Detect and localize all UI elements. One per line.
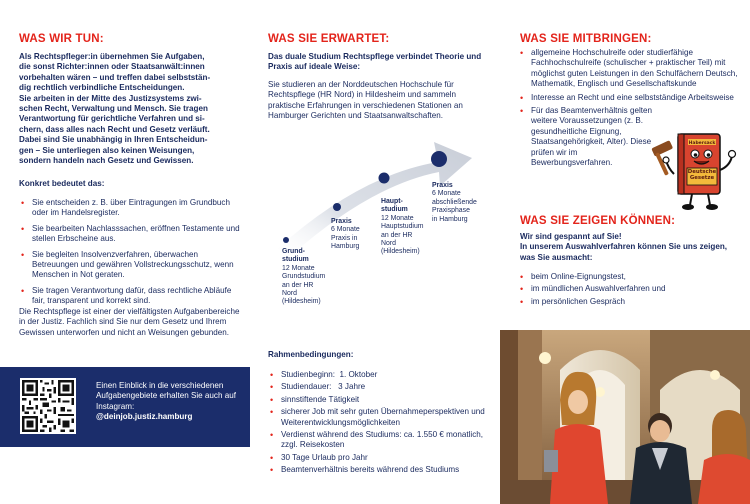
intro-line: dig rechtlich verbindliche Entscheidungen.	[19, 83, 185, 93]
task-item: • Sie tragen Verantwortung dafür, dass rechtliche Abläufe fair, transparent und korrekt sind.	[19, 286, 245, 307]
intro-line: sondern handeln nach Gesetz und Gewissen.	[19, 156, 194, 166]
intro-line: die sonst Richter:innen oder Staatsanwält:innen	[19, 62, 205, 72]
condition-item: • Studienbeginn: 1. Oktober	[268, 370, 494, 380]
condition-item: • 30 Tage Urlaub pro Jahr	[268, 453, 494, 463]
condition-item: • Studiendauer: 3 Jahre	[268, 382, 494, 392]
task-list	[19, 198, 245, 312]
intro-text	[19, 52, 241, 166]
condition-item: • Beamtenverhältnis bereits während des Studiums	[268, 465, 494, 475]
timeline-stage-4-detail: 6 Monate abschließende Praxisphase in Hamburg	[432, 190, 477, 223]
selection-lead-bold: Wir sind gespannt auf Sie!	[520, 232, 622, 241]
timeline-stage-2	[331, 218, 381, 252]
intro-line: chern, dass alles nach Recht und Gesetz verläuft.	[19, 124, 210, 134]
timeline-stage-3-detail: 12 Monate Hauptstudium an der HR Nord (Hildesheim)	[381, 214, 424, 256]
outro-text: Die Rechtspflege ist einer der vielfältigsten Aufgabenbereiche in der Justiz. Fachlich sind Sie nur dem Gesetz und Ihrem Gewissen unterworfen und nicht an Weisungen gebunden.	[19, 307, 240, 337]
mascot-book-label: Deutsche Gesetze	[687, 169, 717, 181]
students-photo	[500, 330, 750, 504]
selection-steps-list	[518, 272, 740, 309]
timeline-stage-1	[282, 248, 332, 307]
timeline-dot-3	[379, 173, 390, 184]
timeline-stage-3	[381, 198, 437, 257]
condition-item: • sicherer Job mit sehr guten Übernahmeperspektiven und Weiterentwicklungsmöglichkeiten	[268, 407, 494, 428]
selection-step-item: • im persönlichen Gespräch	[518, 297, 740, 307]
heading-was-sie-mitbringen: WAS SIE MITBRINGEN:	[520, 33, 652, 45]
condition-item: • sinnstiftende Tätigkeit	[268, 395, 494, 405]
intro-line: Verantwortung für gerichtliche Verfahren und si-	[19, 114, 205, 124]
intro-line: Sie arbeiten in der Mitte des Justizsystems zwi-	[19, 93, 202, 103]
heading-was-wir-tun: WAS WIR TUN:	[19, 33, 104, 45]
task-item: • Sie begleiten Insolvenzverfahren, überwachen Betreuungen und gewähren Vollstreckungsschutz, wenn Menschen in Not geraten.	[19, 250, 245, 281]
timeline-dot-2	[333, 203, 341, 211]
law-book-mascot-icon	[648, 130, 740, 212]
timeline-stage-4	[432, 182, 494, 224]
intro-line: Als Rechtspfleger:in übernehmen Sie Aufgaben,	[19, 52, 205, 61]
timeline-dot-1	[283, 237, 289, 243]
requirement-item: • Interesse an Recht und eine selbstständige Arbeitsweise	[518, 93, 740, 103]
study-lead-text: Das duale Studium Rechtspflege verbindet Theorie und Praxis auf ideale Weise:	[268, 52, 482, 72]
heading-was-sie-erwartet: WAS SIE ERWARTET:	[268, 33, 390, 45]
timeline-stage-4-title: Praxis	[432, 182, 453, 189]
selection-step-item: • beim Online-Eignungstest,	[518, 272, 740, 282]
requirement-item: • Für das Beamtenverhältnis gelten weitere Voraussetzungen (z. B. gesundheitliche Eignung, Staatsangehörigkeit, Alter). Diese prüfen wir im Bewerbungsverfahren.	[518, 106, 656, 168]
timeline-stage-2-title: Praxis	[331, 218, 352, 225]
timeline-stage-1-detail: 12 Monate Grundstudium an der HR Nord (Hildesheim)	[282, 264, 326, 306]
timeline-dot-4	[431, 151, 447, 167]
rahmen-label: Rahmenbedingungen:	[268, 350, 354, 359]
intro-line: vorbehalten wären – und treffen dabei selbststän-	[19, 72, 211, 82]
selection-step-item: • im mündlichen Auswahlverfahren und	[518, 284, 740, 294]
konkret-label: Konkret bedeutet das:	[19, 179, 105, 188]
instagram-handle-link[interactable]: @deinjob.justiz.hamburg	[96, 411, 193, 421]
timeline-stage-3-title: Haupt- studium	[381, 198, 408, 214]
instagram-box	[0, 367, 250, 447]
intro-line: schen Recht, Verwaltung und Mensch. Sie tragen	[19, 104, 208, 114]
mascot-book-title: Habersack	[688, 141, 716, 146]
heading-was-sie-zeigen-koennen: WAS SIE ZEIGEN KÖNNEN:	[520, 215, 676, 227]
qr-code-icon[interactable]	[20, 378, 76, 434]
intro-line: gen – Sie unterliegen also keinen Weisungen,	[19, 145, 195, 155]
study-body-text: Sie studieren an der Norddeutschen Hochschule für Rechtspflege (HR Nord) in Hildesheim und sammeln praktische Erfahrungen in verschiedenen Stationen an Hamburger Gerichten und Staatsanwaltschaften.	[268, 80, 463, 121]
instagram-description: Einen Einblick in die verschiedenen Aufgabengebiete erhalten Sie auch auf Instagram:	[96, 381, 236, 411]
requirement-item: • allgemeine Hochschulreife oder studierfähige Fachhochschulreife (schulischer + praktischer Teil) mit möglichst guten Leistungen in den Schulfächern Deutsch, Mathematik, Englisch und Gesellschaftskunde	[518, 48, 740, 90]
selection-lead-text	[520, 232, 742, 263]
timeline-stage-2-detail: 6 Monate Praxis in Hamburg	[331, 226, 360, 251]
selection-lead-rest: In unserem Auswahlverfahren können Sie uns zeigen, was Sie ausmacht:	[520, 242, 728, 262]
condition-item: • Verdienst während des Studiums: ca. 1.550 € monatlich, zzgl. Reisekosten	[268, 430, 494, 451]
instagram-text	[96, 381, 236, 422]
intro-line: Dabei sind Sie unabhängig in Ihren Entscheidun-	[19, 135, 208, 145]
study-timeline	[250, 120, 500, 320]
timeline-stage-1-title: Grund- studium	[282, 248, 309, 264]
task-item: • Sie bearbeiten Nachlasssachen, eröffnen Testamente und stellen Erbscheine aus.	[19, 224, 245, 245]
task-item: • Sie entscheiden z. B. über Eintragungen im Grundbuch oder im Handelsregister.	[19, 198, 245, 219]
conditions-list	[268, 370, 494, 478]
